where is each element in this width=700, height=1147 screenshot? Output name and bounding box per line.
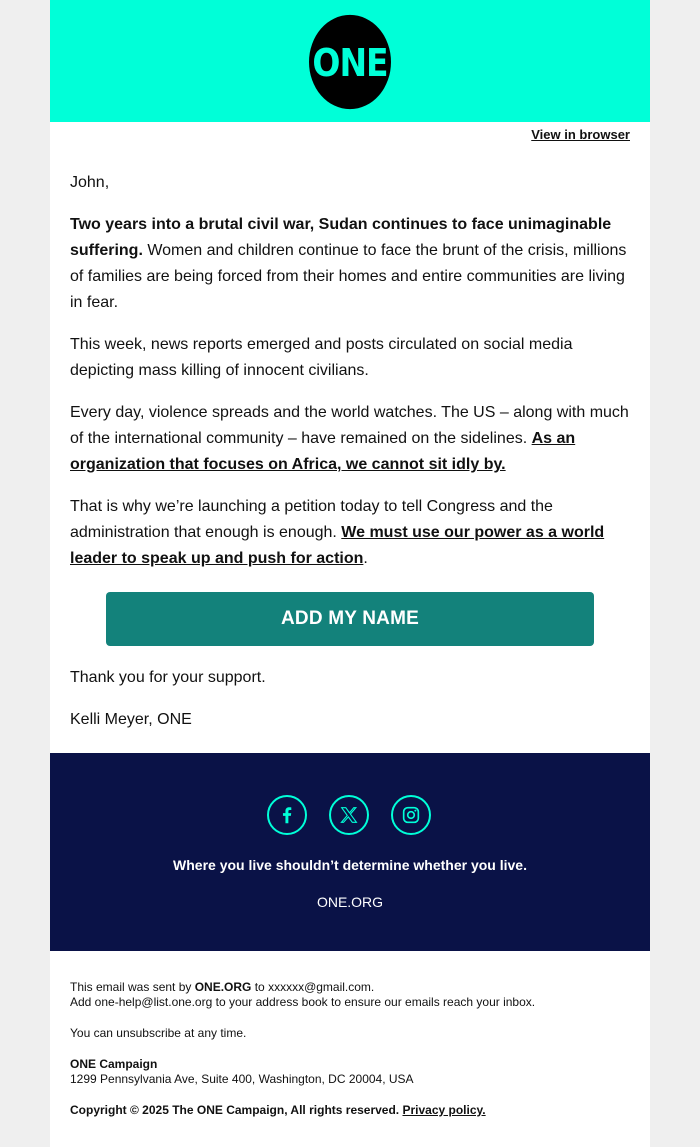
signature: Kelli Meyer, ONE <box>70 711 192 728</box>
org-address: 1299 Pennsylvania Ave, Suite 400, Washington, DC 20004, USA <box>70 1072 414 1086</box>
message-body <box>70 170 630 588</box>
instagram-icon[interactable] <box>391 795 431 835</box>
add-my-name-button[interactable]: ADD MY NAME <box>106 592 594 646</box>
view-in-browser-link[interactable]: View in browser <box>531 127 630 142</box>
org-name: ONE Campaign <box>70 1057 158 1071</box>
copyright-text: Copyright © 2025 The ONE Campaign, All rights reserved. <box>70 1103 403 1117</box>
paragraph-4-end: . <box>363 550 368 567</box>
copyright-line <box>70 1103 630 1118</box>
privacy-policy-link[interactable]: Privacy policy. <box>402 1103 486 1117</box>
email-container <box>50 0 650 1147</box>
sent-by-prefix: This email was sent by <box>70 980 195 994</box>
unsubscribe-note[interactable]: You can unsubscribe at any time. <box>70 1026 247 1040</box>
footer-banner <box>50 753 650 951</box>
x-icon[interactable] <box>329 795 369 835</box>
paragraph-2: This week, news reports emerged and posts circulated on social media depicting mass killing of innocent civilians. <box>70 336 573 379</box>
speak-up-link[interactable]: We must use our power as a world leader to speak up and push for action <box>70 524 605 567</box>
thanks-text: Thank you for your support. <box>70 669 266 686</box>
facebook-icon[interactable] <box>267 795 307 835</box>
paragraph-1-lead: Two years into a brutal civil war, Sudan continues to face unimaginable suffering. <box>70 216 612 259</box>
sent-by-org: ONE.ORG <box>194 980 252 994</box>
address-book-note: Add one-help@list.one.org to your address book to ensure our emails reach your inbox. <box>70 995 536 1009</box>
sent-by-email: to xxxxxx@gmail.com. <box>251 980 375 994</box>
header-banner <box>50 0 650 122</box>
sent-by-line <box>70 980 630 995</box>
paragraph-1-text: Women and children continue to face the brunt of the crisis, millions of families are being forced from their homes and entire communities are living in fear. <box>70 242 627 311</box>
paragraph-4-text: That is why we’re launching a petition today to tell Congress and the administration that enough is enough. <box>70 498 553 541</box>
paragraph-4 <box>70 494 630 572</box>
africa-link[interactable]: As an organization that focuses on Africa, we cannot sit idly by. <box>70 430 576 473</box>
tagline: Where you live shouldn’t determine whether you live. <box>173 857 527 873</box>
paragraph-3 <box>70 400 630 478</box>
paragraph-3-text: Every day, violence spreads and the world watches. The US – along with much of the international community – have remained on the sidelines. <box>70 404 629 447</box>
legal-footer <box>70 980 630 1118</box>
one-org-link[interactable]: ONE.ORG <box>316 894 384 910</box>
greeting: John, <box>70 174 110 191</box>
one-logo[interactable]: ONE <box>309 15 391 109</box>
paragraph-1 <box>70 212 630 316</box>
